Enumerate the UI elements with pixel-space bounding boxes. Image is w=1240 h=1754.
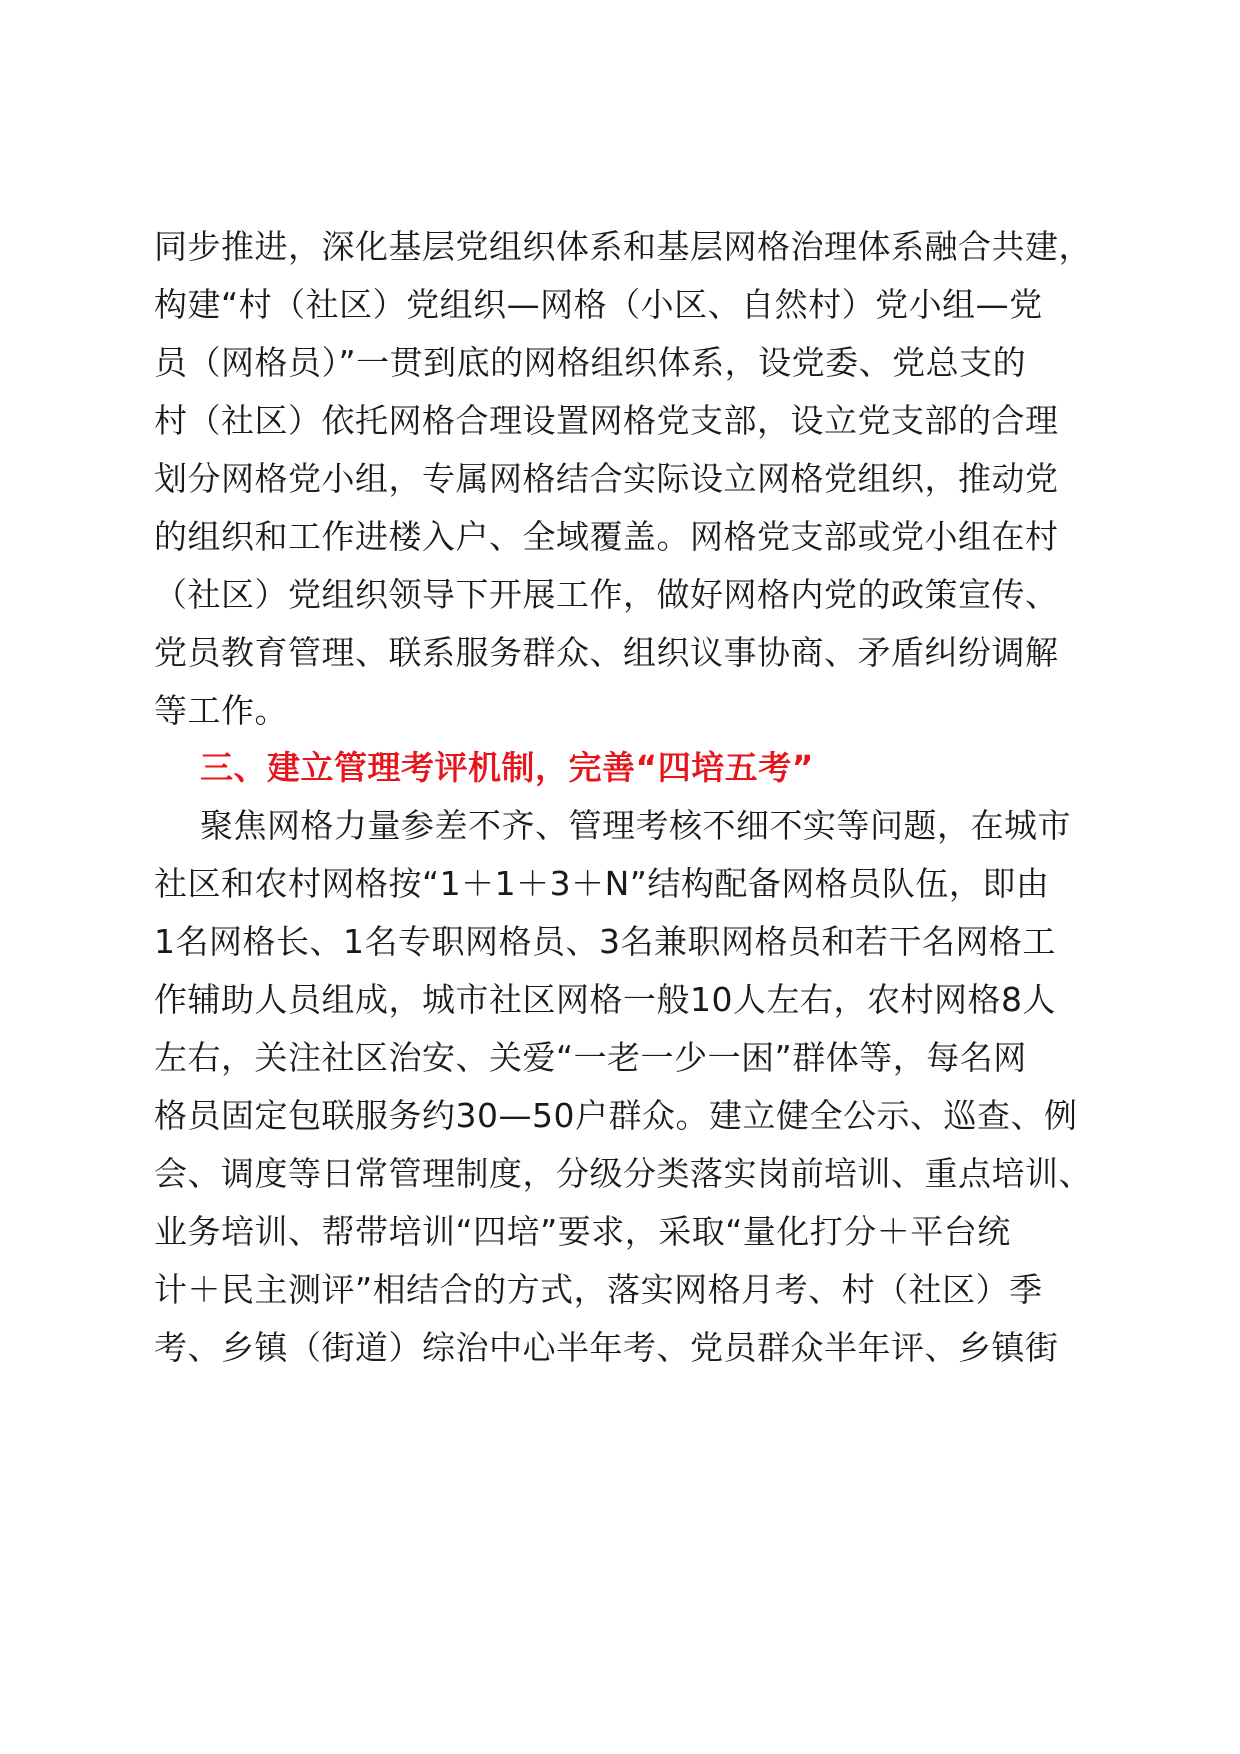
paragraph-1-line-8: 党员教育管理、联系服务群众、组织议事协商、矛盾纠纷调解 [154, 633, 1059, 672]
paragraph-1-line-7: （社区）党组织领导下开展工作，做好网格内党的政策宣传、 [154, 575, 1059, 614]
paragraph-2-line-4: 作辅助人员组成，城市社区网格一般10人左右，农村网格8人 [154, 980, 1056, 1019]
paragraph-1-line-6: 的组织和工作进楼入户、全域覆盖。网格党支部或党小组在村 [154, 517, 1059, 556]
paragraph-2-line-1: 聚焦网格力量参差不齐、管理考核不细不实等问题，在城市 [200, 806, 1071, 845]
paragraph-2-line-2: 社区和农村网格按“1＋1＋3＋N”结构配备网格员队伍，即由 [154, 864, 1050, 903]
paragraph-2-line-6: 格员固定包联服务约30—50户群众。建立健全公示、巡查、例 [154, 1096, 1078, 1135]
paragraph-1-line-3: 员（网格员）”一贯到底的网格组织体系，设党委、党总支的 [154, 343, 1027, 382]
paragraph-2-line-9: 计＋民主测评”相结合的方式，落实网格月考、村（社区）季 [154, 1270, 1043, 1309]
paragraph-1-line-4: 村（社区）依托网格合理设置网格党支部，设立党支部的合理 [154, 401, 1059, 440]
paragraph-1-line-5: 划分网格党小组，专属网格结合实际设立网格党组织，推动党 [154, 459, 1059, 498]
paragraph-2-line-3: 1名网格长、1名专职网格员、3名兼职网格员和若干名网格工 [154, 922, 1056, 961]
paragraph-2-line-10: 考、乡镇（街道）综治中心半年考、党员群众半年评、乡镇街 [154, 1328, 1059, 1367]
paragraph-1-line-9: 等工作。 [154, 691, 288, 730]
section-3-heading: 三、建立管理考评机制，完善“四培五考” [200, 748, 814, 787]
paragraph-1-line-1: 同步推进，深化基层党组织体系和基层网格治理体系融合共建， [154, 227, 1092, 266]
paragraph-2-line-7: 会、调度等日常管理制度，分级分类落实岗前培训、重点培训、 [154, 1154, 1092, 1193]
paragraph-2-line-5: 左右，关注社区治安、关爱“一老一少一困”群体等，每名网 [154, 1038, 1027, 1077]
paragraph-2-line-8: 业务培训、帮带培训“四培”要求，采取“量化打分＋平台统 [154, 1212, 1011, 1251]
paragraph-1-line-2: 构建“村（社区）党组织—网格（小区、自然村）党小组—党 [154, 285, 1043, 324]
